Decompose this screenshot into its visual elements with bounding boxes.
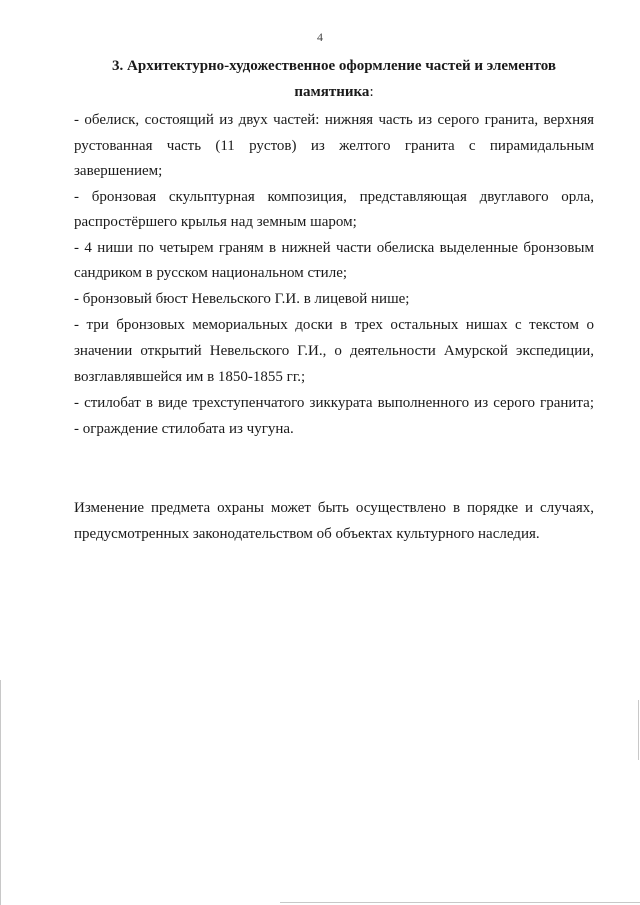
section-heading-line-1: 3. Архитектурно-художественное оформление частей и элементов	[112, 58, 556, 74]
body-line-8: - бронзовый бюст Невельского Г.И. в лицевой нише;	[74, 291, 410, 307]
closing-line-2: предусмотренных законодательством об объектах культурного наследия.	[74, 526, 540, 542]
body-line-1: - обелиск, состоящий из двух частей: нижняя часть из серого гранита, верхняя	[74, 112, 594, 128]
section-heading-line-2	[74, 84, 594, 101]
body-line-13: - ограждение стилобата из чугуна.	[74, 421, 294, 437]
body-line-12: - стилобат в виде трехступенчатого зиккурата выполненного из серого гранита;	[74, 395, 594, 411]
scan-edge-right	[638, 700, 639, 760]
body-line-3: завершением;	[74, 163, 163, 179]
body-line-2: рустованная часть (11 рустов) из желтого гранита с пирамидальным	[74, 138, 594, 154]
body-line-6: - 4 ниши по четырем граням в нижней части обелиска выделенные бронзовым	[74, 240, 594, 256]
body-line-7: сандриком в русском национальном стиле;	[74, 265, 348, 281]
section-heading-word: памятника	[294, 84, 370, 100]
scan-edge-left	[0, 680, 1, 905]
body-line-9: - три бронзовых мемориальных доски в трех остальных нишах с текстом о	[74, 317, 594, 333]
body-line-10: значении открытий Невельского Г.И., о деятельности Амурской экспедиции,	[74, 343, 594, 359]
section-heading-colon: :	[369, 84, 374, 100]
body-line-11: возглавлявшейся им в 1850-1855 гг.;	[74, 369, 306, 385]
scan-edge-bottom	[280, 902, 640, 903]
closing-line-1: Изменение предмета охраны может быть осуществлено в порядке и случаях,	[74, 500, 594, 516]
page-number: 4	[317, 30, 323, 44]
body-line-5: распростёршего крылья над земным шаром;	[74, 214, 357, 230]
body-line-4: - бронзовая скульптурная композиция, представляющая двуглавого орла,	[74, 189, 594, 205]
